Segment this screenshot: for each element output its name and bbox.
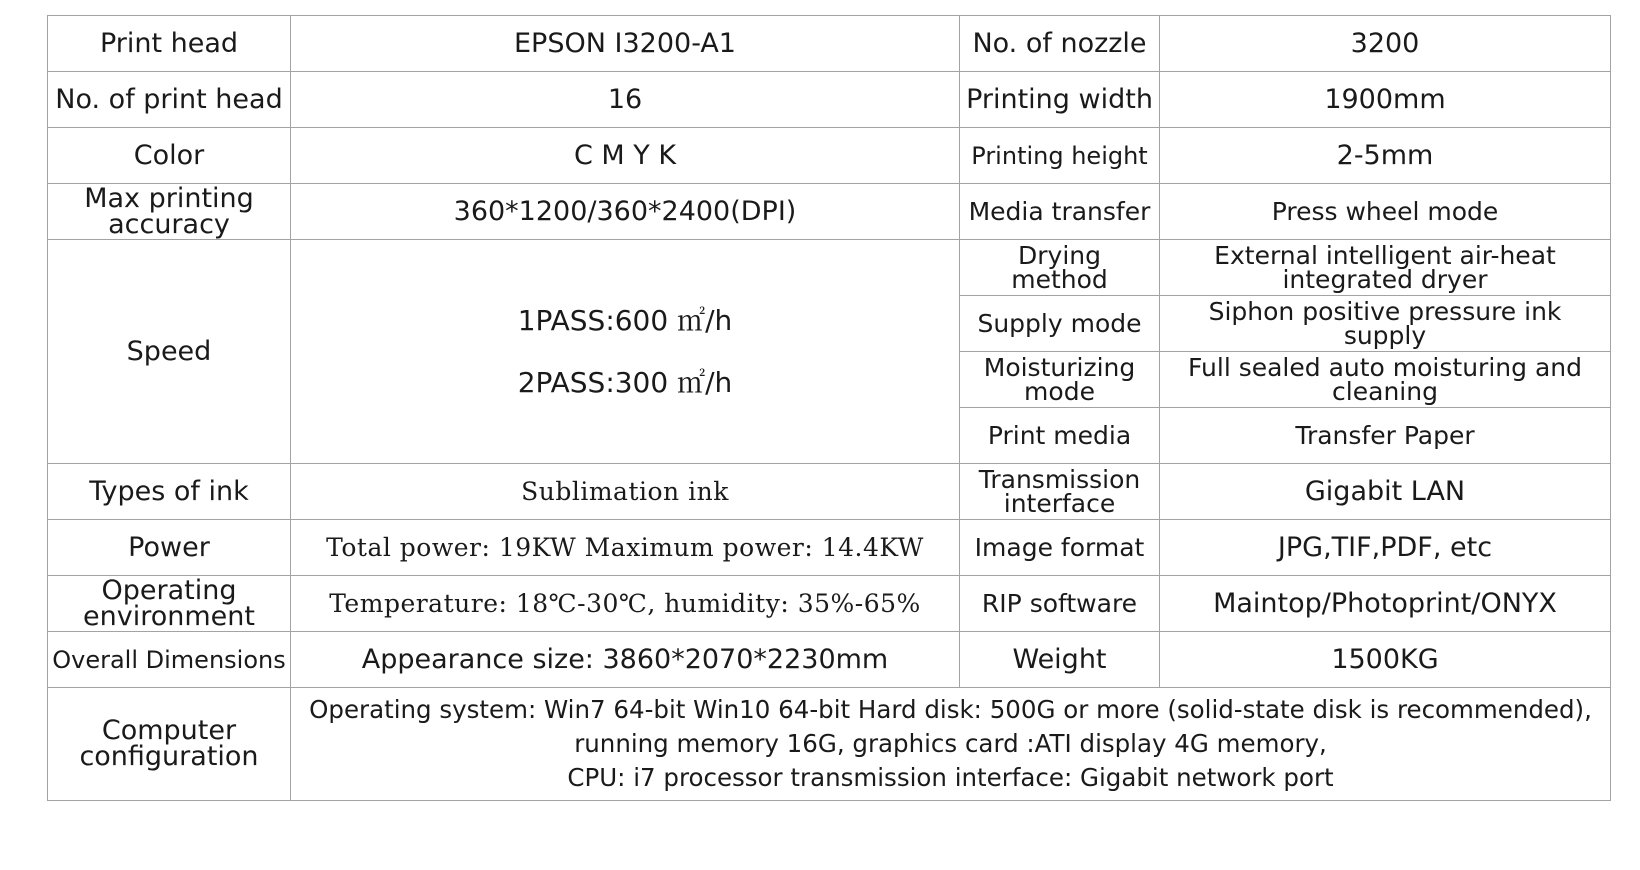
label-overall-dimensions: Overall Dimensions	[48, 632, 291, 688]
label-moisturizing-mode: Moisturizing mode	[960, 352, 1160, 408]
table-row	[48, 128, 1611, 184]
value-max-printing-accuracy: 360*1200/360*2400(DPI)	[291, 184, 960, 240]
value-computer-configuration	[291, 688, 1611, 801]
speed-2pass: 2PASS:300 ㎡/h	[517, 365, 733, 399]
label-printing-height: Printing height	[960, 128, 1160, 184]
label-power: Power	[48, 520, 291, 576]
value-operating-environment: Temperature: 18℃-30℃, humidity: 35%-65%	[291, 576, 960, 632]
value-overall-dimensions: Appearance size: 3860*2070*2230mm	[291, 632, 960, 688]
label-no-of-print-head: No. of print head	[48, 72, 291, 128]
value-color: C M Y K	[291, 128, 960, 184]
spec-table	[47, 15, 1611, 801]
label-media-transfer: Media transfer	[960, 184, 1160, 240]
speed-1pass: 1PASS:600 ㎡/h	[517, 303, 733, 337]
label-print-head: Print head	[48, 16, 291, 72]
label-drying-method: Drying method	[960, 240, 1160, 296]
label-computer-configuration: Computer configuration	[48, 688, 291, 801]
label-max-printing-accuracy: Max printing accuracy	[48, 184, 291, 240]
value-types-of-ink: Sublimation ink	[291, 464, 960, 520]
label-printing-width: Printing width	[960, 72, 1160, 128]
label-speed: Speed	[48, 240, 291, 464]
value-weight: 1500KG	[1160, 632, 1611, 688]
label-supply-mode: Supply mode	[960, 296, 1160, 352]
value-no-of-print-head: 16	[291, 72, 960, 128]
table-row	[48, 464, 1611, 520]
value-media-transfer: Press wheel mode	[1160, 184, 1611, 240]
config-line-1: Operating system: Win7 64-bit Win10 64-bit Hard disk: 500G or more (solid-state disk is recommended),	[309, 695, 1592, 724]
label-color: Color	[48, 128, 291, 184]
table-row	[48, 184, 1611, 240]
label-print-media: Print media	[960, 408, 1160, 464]
value-rip-software: Maintop/Photoprint/ONYX	[1160, 576, 1611, 632]
value-no-of-nozzle: 3200	[1160, 16, 1611, 72]
value-transmission-interface: Gigabit LAN	[1160, 464, 1611, 520]
value-drying-method: External intelligent air-heat integrated dryer	[1160, 240, 1611, 296]
value-image-format: JPG,TIF,PDF, etc	[1160, 520, 1611, 576]
label-types-of-ink: Types of ink	[48, 464, 291, 520]
label-rip-software: RIP software	[960, 576, 1160, 632]
table-row	[48, 72, 1611, 128]
label-operating-environment: Operating environment	[48, 576, 291, 632]
value-supply-mode: Siphon positive pressure ink supply	[1160, 296, 1611, 352]
value-print-media: Transfer Paper	[1160, 408, 1611, 464]
value-speed	[291, 240, 960, 464]
table-row	[48, 240, 1611, 296]
table-row	[48, 520, 1611, 576]
label-no-of-nozzle: No. of nozzle	[960, 16, 1160, 72]
value-print-head: EPSON I3200-A1	[291, 16, 960, 72]
table-row	[48, 576, 1611, 632]
label-weight: Weight	[960, 632, 1160, 688]
value-power: Total power: 19KW Maximum power: 14.4KW	[291, 520, 960, 576]
table-row	[48, 688, 1611, 801]
table-row	[48, 632, 1611, 688]
value-printing-height: 2-5mm	[1160, 128, 1611, 184]
value-moisturizing-mode: Full sealed auto moisturing and cleaning	[1160, 352, 1611, 408]
label-transmission-interface: Transmission interface	[960, 464, 1160, 520]
value-printing-width: 1900mm	[1160, 72, 1611, 128]
config-line-2: running memory 16G, graphics card :ATI display 4G memory,	[574, 729, 1327, 758]
config-line-3: CPU: i7 processor transmission interface: Gigabit network port	[567, 763, 1334, 792]
label-image-format: Image format	[960, 520, 1160, 576]
table-row	[48, 16, 1611, 72]
